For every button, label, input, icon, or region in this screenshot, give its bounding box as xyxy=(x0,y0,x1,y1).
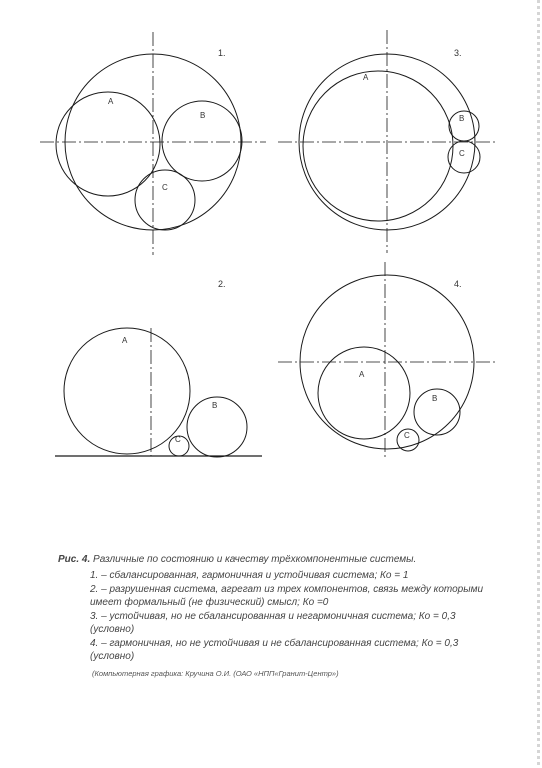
panel-1 xyxy=(40,32,266,255)
panel-4-label-c: C xyxy=(404,431,410,440)
panel-2-number: 2. xyxy=(218,279,226,289)
panel-4-label-b: B xyxy=(432,394,438,403)
panel-3-label-c: C xyxy=(459,149,465,158)
panel-1-label-b: B xyxy=(200,111,206,120)
panel-4-circle-a xyxy=(318,347,410,439)
panel-2 xyxy=(55,279,262,457)
caption-copyright: (Компьютерная графика: Кручина О.И. (ОАО «НПП«Гранит-Центр») xyxy=(92,669,339,678)
panel-2-label-a: A xyxy=(122,336,128,345)
figure-caption xyxy=(58,553,498,680)
caption-title: Различные по состоянию и качеству трёхкомпонентные системы. xyxy=(93,554,417,565)
panel-1-number: 1. xyxy=(218,48,226,58)
panel-1-circle-c xyxy=(135,170,195,230)
panel-3-number: 3. xyxy=(454,48,462,58)
figure-label: Рис. 4. xyxy=(58,554,91,565)
panel-2-label-b: B xyxy=(212,401,218,410)
panel-4-label-a: A xyxy=(359,370,365,379)
caption-item-1: 1. – сбалансированная, гармоничная и устойчивая система; Ко = 1 xyxy=(90,570,409,581)
panel-1-label-c: C xyxy=(162,183,168,192)
caption-list xyxy=(58,569,498,663)
panel-3 xyxy=(278,30,495,253)
caption-item-4: 4. – гармоничная, но не устойчивая и не сбалансированная система; Ко = 0,3 (условно) xyxy=(90,638,459,662)
caption-heading xyxy=(58,553,498,566)
panel-3-label-b: B xyxy=(459,114,465,123)
panel-3-label-a: A xyxy=(363,73,369,82)
caption-item-2: 2. – разрушенная система, агрегат из трех компонентов, связь между которыми имеет формальный (не физический) смысл; Ко =0 xyxy=(90,584,484,608)
panel-2-circle-a xyxy=(64,328,190,454)
panel-3-circle-a xyxy=(303,71,453,221)
caption-item-3: 3. – устойчивая, но не сбалансированная и негармоничная система; Ко = 0,3 (условно) xyxy=(90,611,456,635)
panel-4-number: 4. xyxy=(454,279,462,289)
panel-4 xyxy=(278,262,495,460)
panel-2-label-c: C xyxy=(175,435,181,444)
panel-1-label-a: A xyxy=(108,97,114,106)
